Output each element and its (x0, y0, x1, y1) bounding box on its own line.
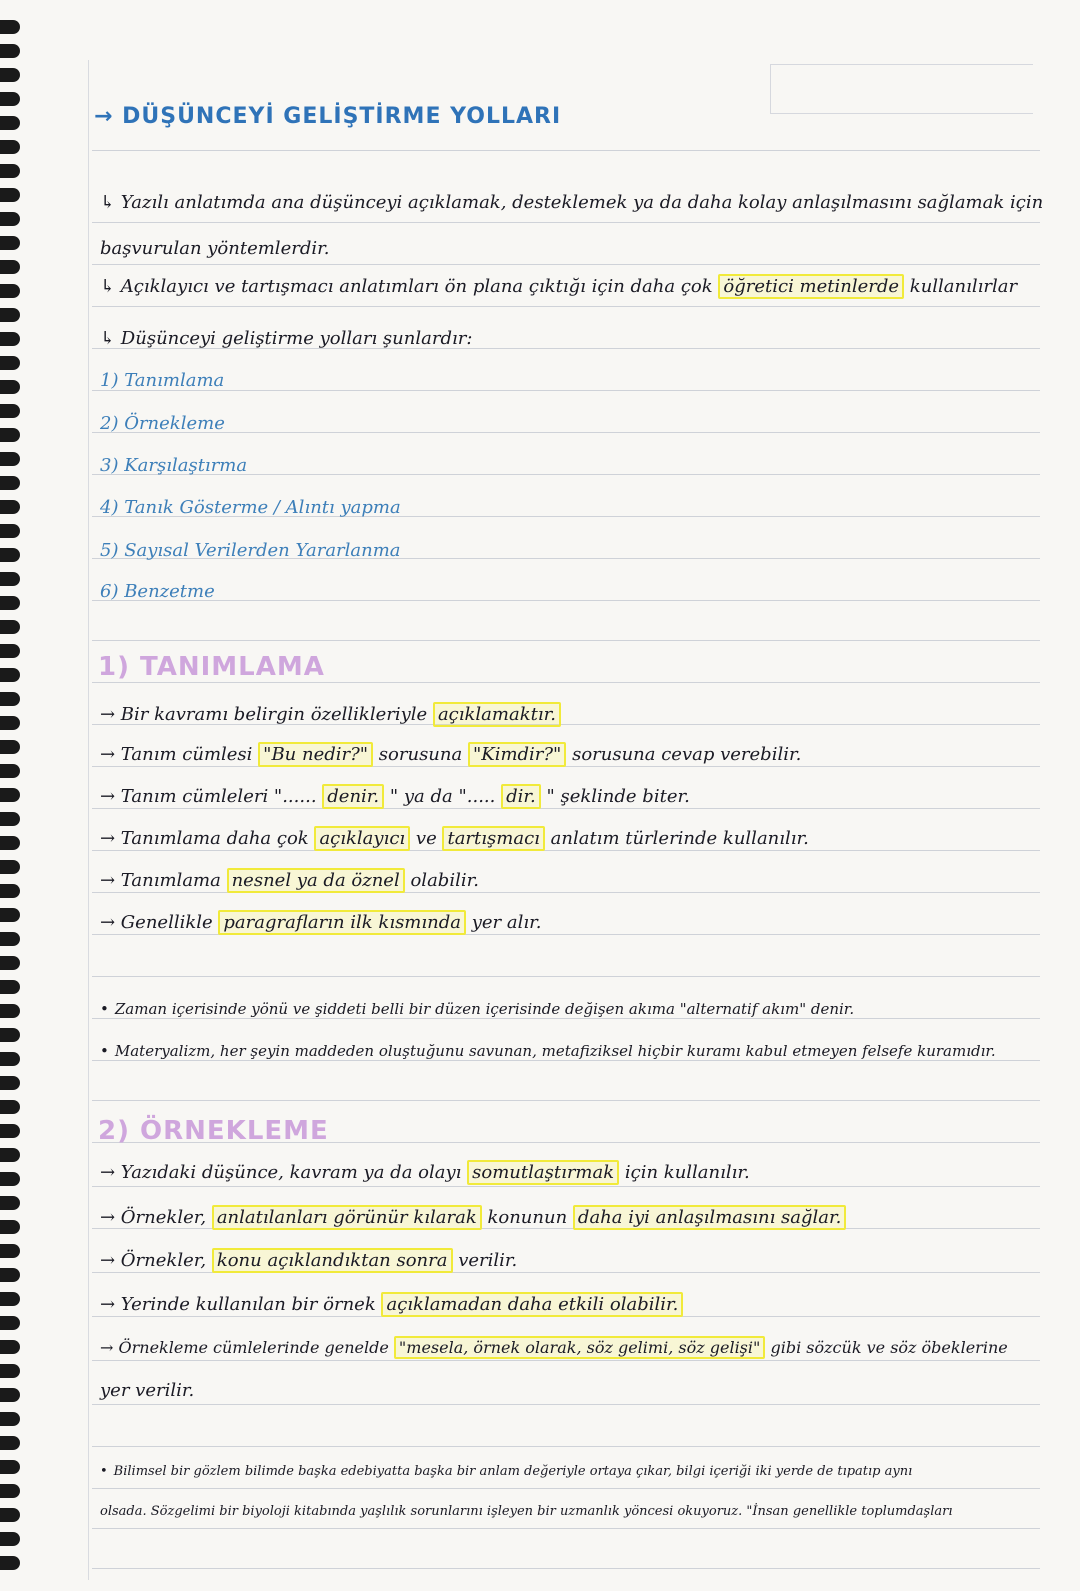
spiral-ring (0, 524, 20, 538)
highlight: "mesela, örnek olarak, söz gelimi, söz gelişi" (394, 1336, 765, 1359)
highlight: "Bu nedir?" (258, 742, 373, 767)
spiral-ring (0, 188, 20, 202)
spiral-ring (0, 1340, 20, 1354)
text: → Yerinde kullanılan bir örnek (100, 1294, 376, 1315)
ruled-line (92, 1360, 1040, 1361)
spiral-ring (0, 1148, 20, 1162)
ruled-line (92, 1060, 1040, 1061)
spiral-ring (0, 716, 20, 730)
ruled-line (92, 432, 1040, 433)
ruled-line (92, 306, 1040, 307)
spiral-ring (0, 1388, 20, 1402)
spiral-ring (0, 1460, 20, 1474)
spiral-ring (0, 956, 20, 970)
method-item: 2) Örnekleme (100, 413, 225, 434)
spiral-ring (0, 308, 20, 322)
spiral-ring (0, 788, 20, 802)
highlight: nesnel ya da öznel (227, 868, 405, 893)
ruled-line (92, 1404, 1040, 1405)
spiral-ring (0, 692, 20, 706)
ruled-line (92, 1446, 1040, 1447)
intro-line-4: ↳ Düşünceyi geliştirme yolları şunlardır: (100, 328, 473, 349)
spiral-ring (0, 1052, 20, 1066)
text: ve (415, 828, 437, 849)
spiral-ring (0, 452, 20, 466)
text: için kullanılır. (624, 1162, 750, 1183)
ruled-line (92, 390, 1040, 391)
ruled-line (92, 1186, 1040, 1187)
spiral-ring (0, 92, 20, 106)
text: → Yazıdaki düşünce, kavram ya da olayı (100, 1162, 462, 1183)
ruled-line (92, 682, 1040, 683)
spiral-ring (0, 860, 20, 874)
spiral-ring (0, 740, 20, 754)
spiral-ring (0, 1532, 20, 1546)
spiral-ring (0, 1004, 20, 1018)
method-item: 3) Karşılaştırma (100, 455, 248, 476)
method-item: 5) Sayısal Verilerden Yararlanma (100, 540, 401, 561)
section-heading-tanimlama: 1) TANIMLAMA (98, 652, 325, 682)
spiral-ring (0, 980, 20, 994)
text: verilir. (458, 1250, 518, 1271)
ruled-line (92, 808, 1040, 809)
method-item: 4) Tanık Gösterme / Alıntı yapma (100, 497, 401, 518)
spiral-ring (0, 164, 20, 178)
text: yer alır. (471, 912, 542, 933)
spiral-ring (0, 1292, 20, 1306)
text: konunun (487, 1207, 568, 1228)
highlight: "Kimdir?" (468, 742, 566, 767)
highlight: açıklayıcı (314, 826, 410, 851)
spiral-ring (0, 1220, 20, 1234)
spiral-ring (0, 260, 20, 274)
spiral-ring (0, 1076, 20, 1090)
example-bullet: • Materyalizm, her şeyin maddeden oluştuğunu savunan, metafiziksel hiçbir kuramı kabul etmeyen felsefe kuramıdır. (100, 1042, 996, 1060)
spiral-ring (0, 116, 20, 130)
text: " şeklinde biter. (546, 786, 690, 807)
spiral-ring (0, 500, 20, 514)
intro-line-2: başvurulan yöntemlerdir. (100, 238, 330, 259)
ruled-line (92, 766, 1040, 767)
spiral-ring (0, 68, 20, 82)
spiral-ring (0, 1172, 20, 1186)
ruled-line (92, 264, 1040, 265)
highlight: öğretici metinlerde (718, 274, 904, 299)
spiral-ring (0, 284, 20, 298)
tanimlama-line (100, 744, 801, 765)
spiral-ring (0, 380, 20, 394)
text: sorusuna (378, 744, 463, 765)
example-text: olsada. Sözgelimi bir biyoloji kitabında yaşlılık sorunlarını işleyen bir uzmanlık yöncesi okuyoruz. "İnsan genellikle toplumdaşları (100, 1504, 953, 1519)
highlight: daha iyi anlaşılmasını sağlar. (573, 1205, 846, 1230)
text: → Bir kavramı belirgin özellikleriyle (100, 704, 428, 725)
method-item: 6) Benzetme (100, 581, 215, 602)
spiral-ring (0, 44, 20, 58)
ruled-line (92, 222, 1040, 223)
ruled-line (92, 640, 1040, 641)
spiral-ring (0, 1436, 20, 1450)
spiral-ring (0, 1028, 20, 1042)
spiral-ring (0, 548, 20, 562)
spiral-ring (0, 212, 20, 226)
spiral-ring (0, 428, 20, 442)
highlight: tartışmacı (442, 826, 544, 851)
ruled-line (92, 150, 1040, 151)
spiral-ring (0, 644, 20, 658)
example-bullet: • Zaman içerisinde yönü ve şiddeti belli bir düzen içerisinde değişen akıma "alternatif akım" denir. (100, 1000, 854, 1018)
spiral-ring (0, 908, 20, 922)
spiral-ring (0, 1124, 20, 1138)
highlight: açıklamadan daha etkili olabilir. (381, 1292, 683, 1317)
ruled-line (92, 1488, 1040, 1489)
tanimlama-line (100, 704, 561, 725)
spiral-ring (0, 1364, 20, 1378)
text: → Tanımlama (100, 870, 221, 891)
text: → Tanım cümleleri "...... (100, 786, 317, 807)
spiral-ring (0, 668, 20, 682)
highlight: denir. (322, 784, 384, 809)
spiral-ring (0, 884, 20, 898)
spiral-ring (0, 1484, 20, 1498)
text: gibi sözcük ve söz öbeklerine (770, 1338, 1008, 1357)
spiral-ring (0, 1316, 20, 1330)
spiral-ring (0, 932, 20, 946)
spiral-ring (0, 404, 20, 418)
spiral-ring (0, 1196, 20, 1210)
text: → Tanım cümlesi (100, 744, 253, 765)
intro-line-3-end: kullanılırlar (909, 276, 1018, 297)
text: → Tanımlama daha çok (100, 828, 309, 849)
spiral-ring (0, 1412, 20, 1426)
intro-line-3-text: ↳ Açıklayıcı ve tartışmacı anlatımları ön plana çıktığı için daha çok (100, 276, 713, 297)
ruled-line (92, 1018, 1040, 1019)
spiral-ring (0, 596, 20, 610)
text: sorusuna cevap verebilir. (572, 744, 802, 765)
tanimlama-line (100, 912, 541, 933)
spiral-ring (0, 20, 20, 34)
highlight: paragrafların ilk kısmında (218, 910, 466, 935)
spiral-ring (0, 236, 20, 250)
spiral-ring (0, 1268, 20, 1282)
spiral-ring (0, 332, 20, 346)
highlight: konu açıklandıktan sonra (212, 1248, 453, 1273)
ornekleme-line (100, 1250, 517, 1271)
tanimlama-line (100, 870, 479, 891)
spiral-ring (0, 764, 20, 778)
tanimlama-line (100, 786, 690, 807)
spiral-ring (0, 1508, 20, 1522)
spiral-ring (0, 836, 20, 850)
ornekleme-line: yer verilir. (100, 1380, 195, 1401)
ruled-line (92, 600, 1040, 601)
highlight: dir. (501, 784, 541, 809)
spiral-ring (0, 476, 20, 490)
text: anlatım türlerinde kullanılır. (550, 828, 809, 849)
text: olabilir. (410, 870, 479, 891)
ruled-line (92, 1568, 1040, 1569)
page-title: → DÜŞÜNCEYİ GELİŞTİRME YOLLARI (94, 104, 562, 129)
ruled-line (92, 1100, 1040, 1101)
spiral-ring (0, 572, 20, 586)
highlight: somutlaştırmak (467, 1160, 619, 1185)
example-bullet: • Bilimsel bir gözlem bilimde başka edebiyatta başka bir anlam değeriyle ortaya çıkar, bilgi içeriği iki yerde de tıpatıp aynı (100, 1464, 912, 1479)
ornekleme-line (100, 1207, 846, 1228)
spiral-ring (0, 356, 20, 370)
ruled-line (92, 1528, 1040, 1529)
highlight: anlatılanları görünür kılarak (212, 1205, 482, 1230)
text: → Genellikle (100, 912, 213, 933)
ornekleme-line (100, 1162, 750, 1183)
text: " ya da "..... (389, 786, 496, 807)
tanimlama-line (100, 828, 809, 849)
spiral-ring (0, 1556, 20, 1570)
highlight: açıklamaktır. (433, 702, 561, 727)
section-heading-ornekleme: 2) ÖRNEKLEME (98, 1116, 329, 1146)
intro-line-1: ↳ Yazılı anlatımda ana düşünceyi açıklamak, desteklemek ya da daha kolay anlaşılmasını sağlamak için (100, 192, 1044, 213)
spiral-ring (0, 812, 20, 826)
header-box (770, 64, 1033, 114)
ornekleme-line (100, 1294, 683, 1315)
ruled-line (92, 850, 1040, 851)
text: → Örnekler, (100, 1207, 207, 1228)
spiral-ring (0, 140, 20, 154)
text: → Örnekleme cümlelerinde genelde (100, 1338, 389, 1357)
spiral-ring (0, 1244, 20, 1258)
ruled-line (92, 976, 1040, 977)
spiral-binding (0, 20, 24, 1580)
ornekleme-line (100, 1338, 1008, 1357)
method-item: 1) Tanımlama (100, 370, 225, 391)
intro-line-3 (100, 276, 1017, 297)
text: → Örnekler, (100, 1250, 207, 1271)
spiral-ring (0, 1100, 20, 1114)
spiral-ring (0, 620, 20, 634)
